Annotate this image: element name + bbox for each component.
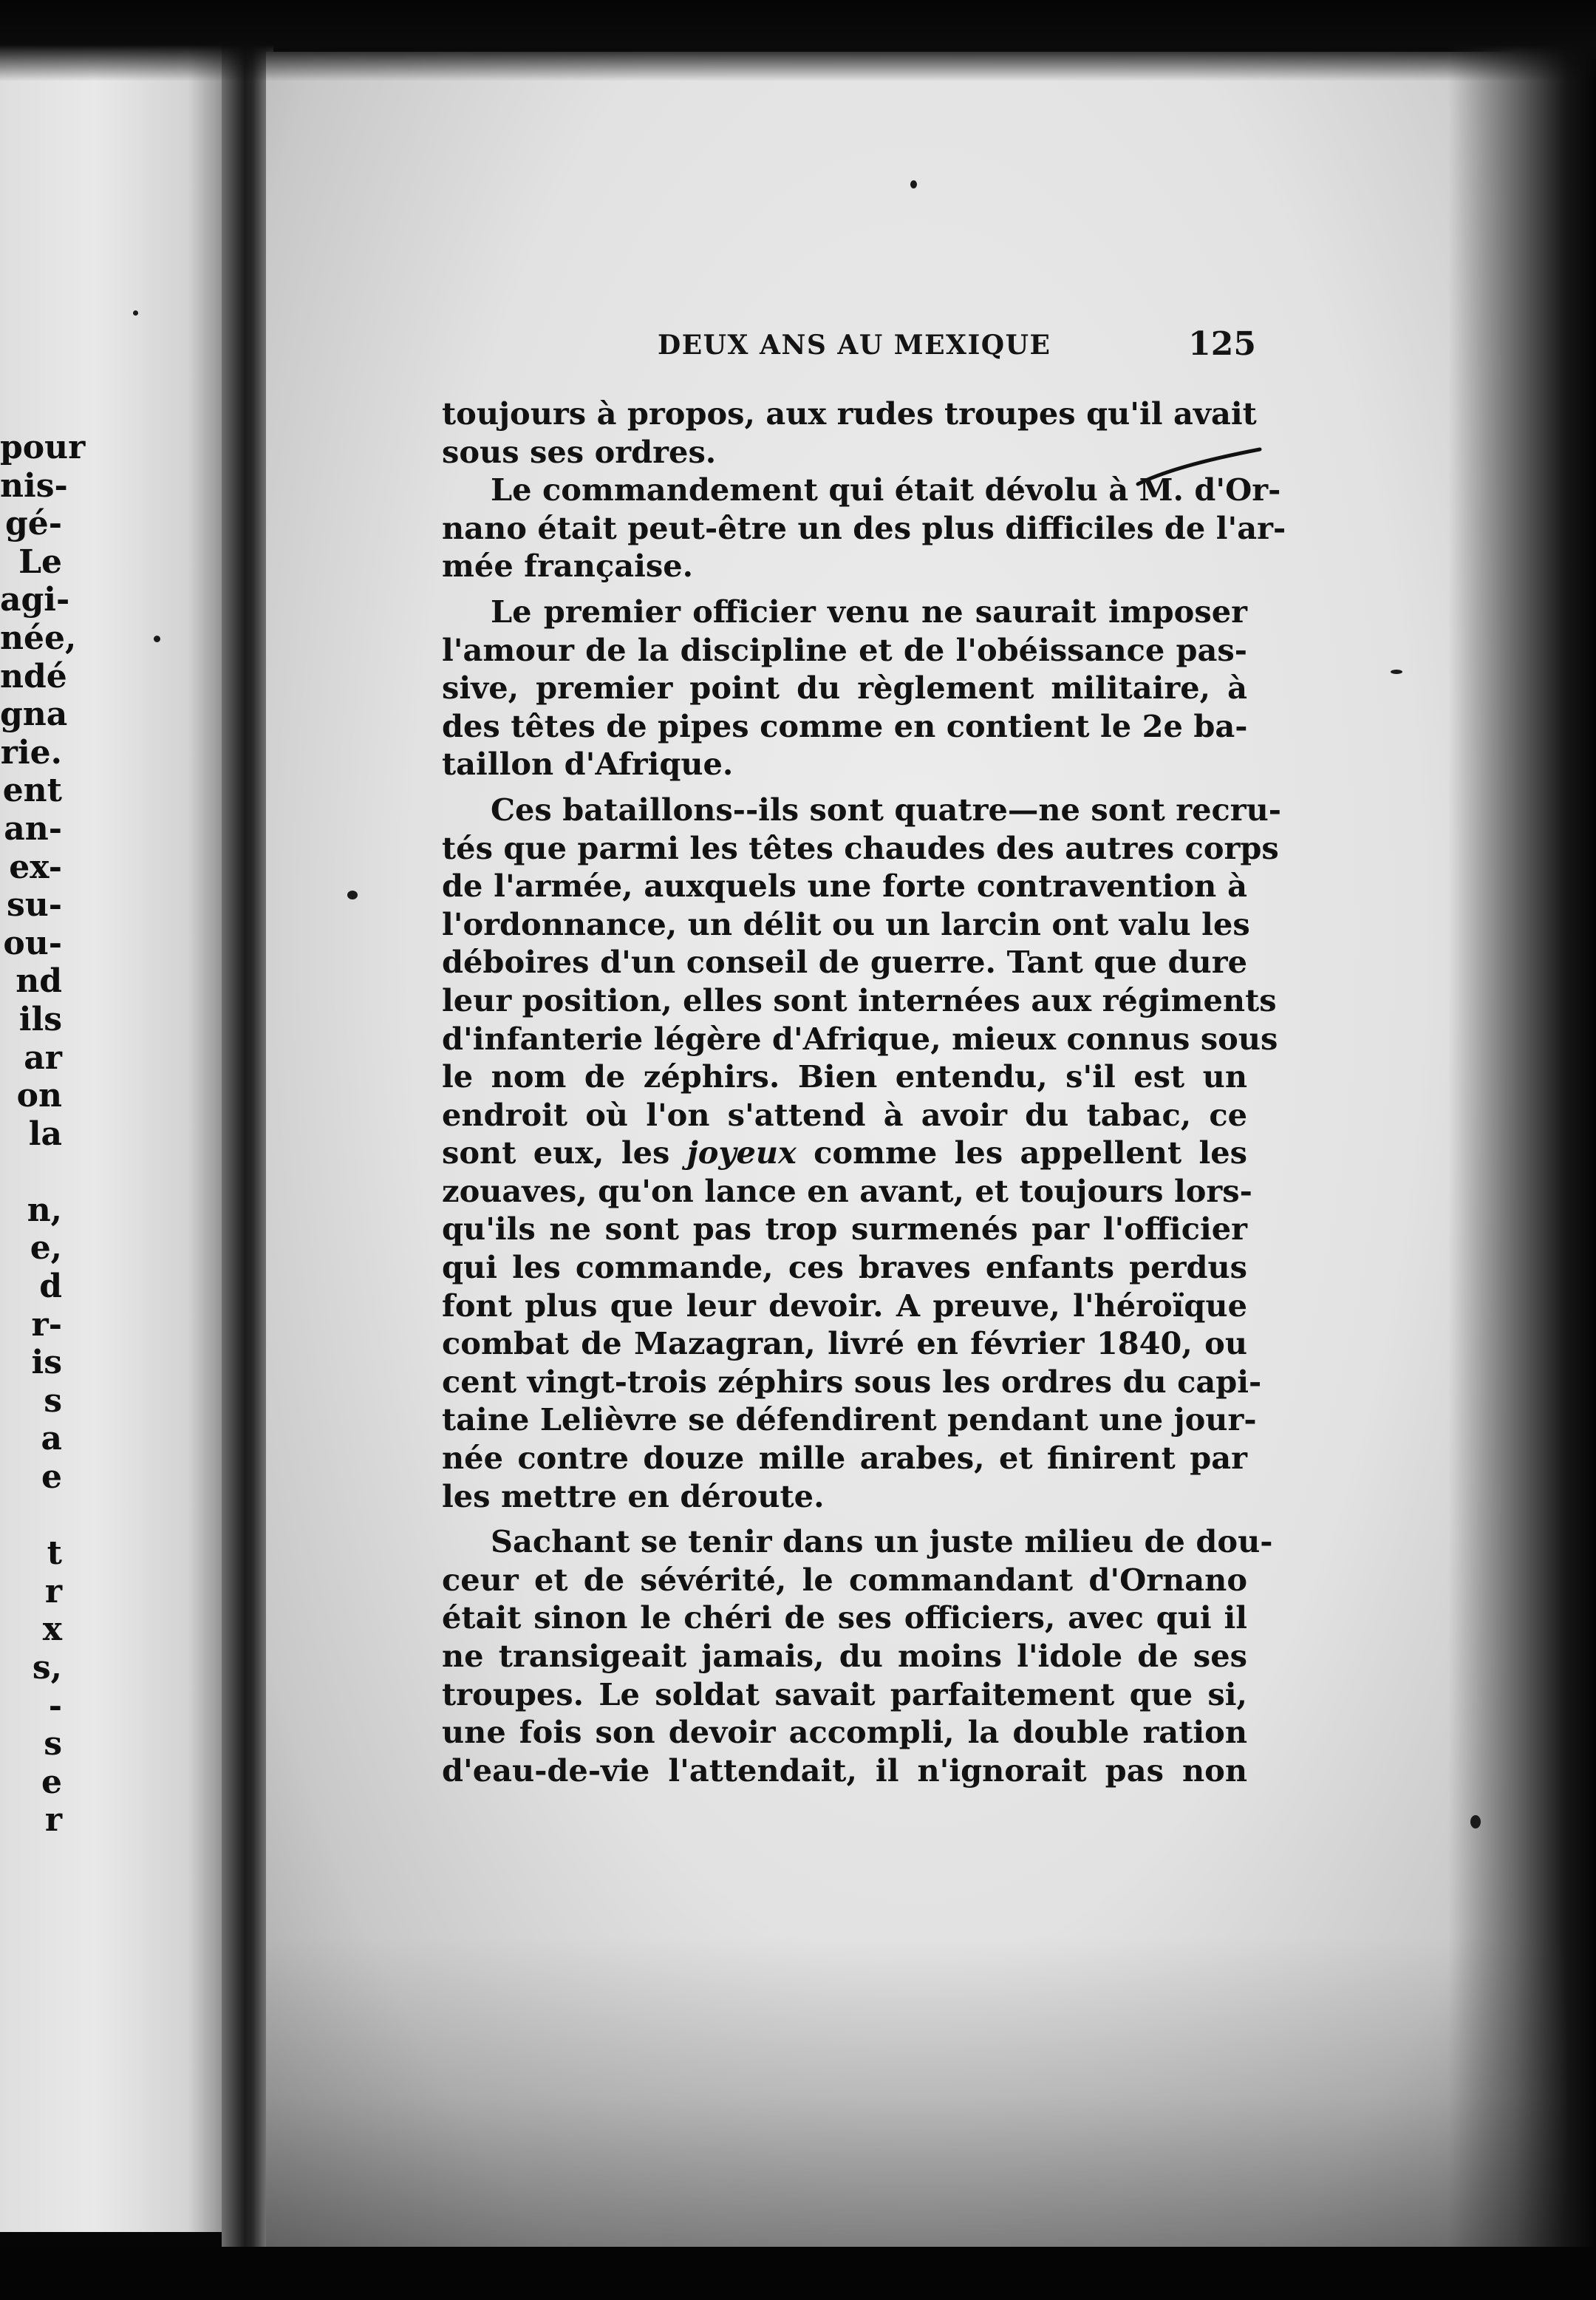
left-page-fragment: is [31,1344,62,1382]
left-facing-page [0,44,235,2232]
running-header [443,325,1256,370]
text-line [442,1134,1247,1172]
text-line: Sachant se tenir dans un juste milieu de dou- [491,1523,1273,1560]
scan-speck [1470,1815,1481,1828]
text-line: était sinon le chéri de ses officiers, avec qui il [442,1599,1247,1636]
text-line: tés que parmi les têtes chaudes des autres corps [442,829,1279,866]
text-line: troupes. Le soldat savait parfaitement que si, [442,1675,1247,1712]
left-page-fragment: e [41,1763,62,1801]
paragraph-gap [442,783,1247,791]
page-number: 125 [1188,325,1256,363]
text-line: endroit où l'on s'attend à avoir du tabac, ce [442,1096,1247,1133]
scan-speck [133,310,138,316]
left-page-fragment: s [44,1725,62,1763]
left-page-fragment: r- [31,1305,62,1344]
left-page-fragment: agi- [0,581,70,619]
left-page-fragment: gé- [4,505,62,543]
left-page-fragment: rie. [0,733,62,772]
text-line: l'amour de la discipline et de l'obéissance pas- [442,631,1247,668]
left-page-fragment: - [48,1687,62,1725]
top-dark-border [0,0,1596,81]
text-line: des têtes de pipes comme en contient le 2e ba- [442,707,1248,744]
text-line: sous ses ordres. [442,433,717,470]
text-line: ne transigeait jamais, du moins l'idole de ses [442,1638,1247,1674]
text-line: sive, premier point du règlement militaire, à [442,670,1247,707]
text-line: taine Lelièvre se défendirent pendant une jour- [442,1401,1257,1438]
text-line: qu'ils ne sont pas trop surmenés par l'officier [442,1211,1247,1248]
left-page-fragment [0,1497,62,1535]
left-page-fragment: née, [0,619,77,657]
text-line: l'ordonnance, un délit ou un larcin ont valu les [442,905,1250,942]
text-line: une fois son devoir accompli, la double ration [442,1714,1247,1751]
left-page-fragment: r [44,1801,62,1840]
text-line: née contre douze mille arabes, et finirent par [442,1440,1247,1477]
text-line: font plus que leur devoir. A preuve, l'héroïque [442,1287,1247,1324]
left-page-fragment: e [41,1458,62,1497]
left-page-fragment: la [28,1115,62,1153]
text-line: nano était peut-être un des plus difficiles de l'ar- [442,509,1286,546]
text-line: les mettre en déroute. [442,1477,825,1514]
left-page-fragment: Le [18,542,62,581]
text-line: leur position, elles sont internées aux régiments [442,981,1277,1018]
scan-speck [1391,670,1402,674]
scan-speck [347,891,358,899]
left-page-fragment: gna [0,695,68,734]
text-line: de l'armée, auxquels une forte contravention à [442,868,1247,905]
left-page-fragment: e, [30,1229,62,1268]
body-text [442,395,1286,1789]
left-page-text-fragments [0,429,86,1840]
bottom-dark-border [0,2247,1596,2300]
text-line: d'eau-de-vie l'attendait, il n'ignorait pas non [442,1752,1247,1789]
left-page-fragment: nis- [0,466,68,505]
text-line: taillon d'Afrique. [442,746,734,783]
left-page-fragment: ar [24,1038,62,1077]
left-page-fragment: n, [27,1191,62,1229]
left-page-fragment [0,1153,62,1191]
left-page-fragment: an- [4,809,62,848]
text-run: comme les appellent les [796,1134,1248,1171]
left-page-fragment: pour [0,429,86,466]
left-page-fragment: ils [18,1000,62,1038]
text-line: qui les commande, ces braves enfants perdus [442,1249,1247,1286]
left-page-fragment: ndé [0,657,67,695]
text-line: le nom de zéphirs. Bien entendu, s'il est un [442,1058,1247,1095]
scan-speck [154,636,160,642]
left-page-fragment: x [42,1610,62,1649]
left-page-fragment: ent [2,772,62,810]
paragraph-gap [442,1515,1247,1522]
text-line: zouaves, qu'on lance en avant, et toujours lors- [442,1172,1252,1209]
left-page-fragment: su- [6,886,62,925]
paragraph-gap [442,585,1247,593]
text-line: ceur et de sévérité, le commandant d'Ornano [442,1561,1247,1598]
left-page-fragment: on [16,1077,62,1115]
left-page-fragment: s [44,1381,62,1420]
left-page-fragment: s, [32,1649,62,1687]
text-line: toujours à propos, aux rudes troupes qu'il avait [442,395,1257,432]
left-page-fragment: ou- [3,924,62,962]
scan-speck [910,180,917,188]
left-page-fragment: a [41,1420,62,1458]
left-page-fragment: ex- [9,848,62,886]
left-page-fragment: d [39,1268,62,1306]
text-line: d'infanterie légère d'Afrique, mieux connus sous [442,1020,1278,1057]
running-title: DEUX ANS AU MEXIQUE [658,330,1051,361]
left-page-fragment: t [47,1534,62,1573]
text-line: Ces bataillons--ils sont quatre—ne sont recru- [491,791,1282,828]
text-line: cent vingt-trois zéphirs sous les ordres du capi- [442,1363,1262,1400]
italic-word: joyeux [686,1134,797,1171]
left-page-fragment: r [44,1572,62,1610]
text-line: Le commandement qui était dévolu à M. d'Or- [491,472,1281,508]
text-line: mée française. [442,548,694,585]
left-page-fragment: nd [16,962,62,1001]
text-line: combat de Mazagran, livré en février 1840, ou [442,1325,1247,1362]
text-line: déboires d'un conseil de guerre. Tant que dure [442,944,1247,981]
text-line: Le premier officier venu ne saurait imposer [491,593,1247,630]
text-run: sont eux, les [442,1134,687,1171]
page-bottom-shade [266,1936,1566,2254]
